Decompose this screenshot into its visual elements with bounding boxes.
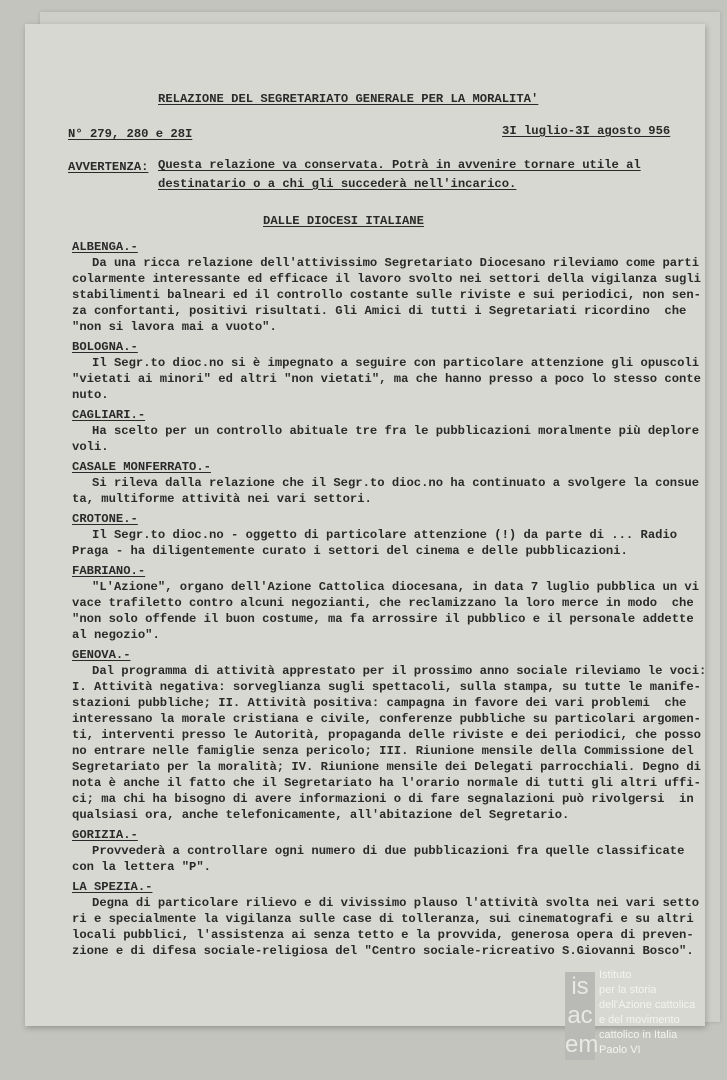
report-line: con la lettera "P". — [72, 860, 211, 874]
report-line: nuto. — [72, 388, 109, 402]
report-line: Da una ricca relazione dell'attivissimo Segretariato Diocesano rileviamo come parti — [92, 256, 700, 270]
report-la-spezia — [72, 879, 702, 959]
report-line: Ha scelto per un controllo abituale tre fra le pubblicazioni moralmente più deplore — [92, 424, 700, 438]
diocese-heading: GORIZIA.- — [72, 828, 138, 842]
report-albenga — [72, 239, 702, 335]
report-line: ti, interventi presso le Autorità, propaganda delle riviste e dei periodici, che posso — [72, 728, 701, 742]
diocese-heading: GENOVA.- — [72, 648, 131, 662]
issue-date: 3I luglio-3I agosto 956 — [502, 124, 671, 138]
report-line: stazioni pubbliche; II. Attività positiva: campagna in favore dei vari problemi che — [72, 696, 687, 710]
document-title: RELAZIONE DEL SEGRETARIATO GENERALE PER LA MORALITA' — [158, 92, 539, 106]
report-line: Il Segr.to dioc.no si è impegnato a seguire con particolare attenzione gli opuscoli — [92, 356, 700, 370]
report-line: Praga - ha diligentemente curato i settori del cinema e delle pubblicazioni. — [72, 544, 628, 558]
report-line: nota è anche il fatto che il Segretariato ha l'orario normale di tutti gli altri uffi- — [72, 776, 701, 790]
report-line: Degna di particolare rilievo e di vivissimo plauso l'attività svolta nei vari setto — [92, 896, 700, 910]
report-crotone — [72, 511, 702, 559]
report-line: vace trafiletto contro alcuni negozianti, che reclamizzano la loro merce in modo che — [72, 596, 694, 610]
report-genova — [72, 647, 707, 823]
report-line: no entrare nelle famiglie senza pericolo; III. Riunione mensile della Commissione del — [72, 744, 694, 758]
report-casale-monferrato — [72, 459, 702, 507]
report-bologna — [72, 339, 702, 403]
report-line: I. Attività negativa: sorveglianza sugli spettacoli, sulla stampa, su tutte le manife- — [72, 680, 701, 694]
issue-numbers: N° 279, 280 e 28I — [68, 127, 193, 141]
report-fabriano — [72, 563, 702, 643]
report-line: "L'Azione", organo dell'Azione Cattolica diocesana, in data 7 luglio pubblica un vi — [92, 580, 700, 594]
report-line: Dal programma di attività apprestato per il prossimo anno sociale rileviamo le voci: — [92, 664, 707, 678]
report-line: "non si lavora mai a vuoto". — [72, 320, 277, 334]
report-line: za confortanti, positivi risultati. Gli Amici di tutti i Segretariati ricordino che — [72, 304, 687, 318]
report-line: Il Segr.to dioc.no - oggetto di particolare attenzione (!) da parte di ... Radio — [92, 528, 678, 542]
report-line: al negozio". — [72, 628, 160, 642]
report-line: interessano la morale cristiana e civile, conferenze pubbliche su particolari argomen- — [72, 712, 701, 726]
report-line: ci; ma chi ha bisogno di avere informazioni o di fare segnalazioni può rivolgersi in — [72, 792, 694, 806]
report-line: ri e specialmente la vigilanza sulle case di tolleranza, sui cinematografi e su altri — [72, 912, 694, 926]
diocese-heading: BOLOGNA.- — [72, 340, 138, 354]
report-line: Si rileva dalla relazione che il Segr.to dioc.no ha continuato a svolgere la consue — [92, 476, 700, 490]
report-line: ta, multiforme attività nei vari settori. — [72, 492, 372, 506]
diocese-heading: CROTONE.- — [72, 512, 138, 526]
report-line: Provvederà a controllare ogni numero di due pubblicazioni fra quelle classificate — [92, 844, 685, 858]
section-title: DALLE DIOCESI ITALIANE — [263, 214, 424, 228]
report-gorizia — [72, 827, 702, 875]
report-line: "vietati ai minori" ed altri "non vietati", ma che hanno presso a poco lo stesso conte — [72, 372, 701, 386]
report-line: colarmente interessante ed efficace il lavoro svolto nei settori della vigilanza sugli — [72, 272, 701, 286]
report-line: locali pubblici, l'assistenza ai senza tetto e la provvida, generosa opera di preven- — [72, 928, 694, 942]
report-line: voli. — [72, 440, 109, 454]
warning-line: destinatario o a chi gli succederà nell'incarico. — [158, 177, 517, 191]
archive-watermark — [565, 968, 715, 1068]
report-cagliari — [72, 407, 702, 455]
report-line: Segretariato per la moralità; IV. Riunione mensile dei Delegati parrocchiali. Degno di — [72, 760, 701, 774]
report-line: qualsiasi ora, anche telefonicamente, all'abitazione del Segretario. — [72, 808, 570, 822]
report-line: zione e di difesa sociale-religiosa del "Centro sociale-ricreativo S.Giovanni Bosco". — [72, 944, 694, 958]
warning-label: AVVERTENZA: — [68, 160, 149, 174]
isacem-logo: is ac em — [565, 973, 599, 1058]
diocese-reports — [72, 239, 707, 963]
diocese-heading: FABRIANO.- — [72, 564, 146, 578]
diocese-heading: CASALE MONFERRATO.- — [72, 460, 211, 474]
report-line: stabilimenti balneari ed il controllo costante sulle riviste e sui periodici, non sen- — [72, 288, 701, 302]
report-line: "non solo offende il buon costume, ma fa arrossire il pubblico e il personale addette — [72, 612, 694, 626]
diocese-heading: CAGLIARI.- — [72, 408, 146, 422]
diocese-heading: ALBENGA.- — [72, 240, 138, 254]
watermark-text: Istituto per la storia dell'Azione cattolica e del movimento cattolico in Italia Paolo VI — [599, 969, 696, 1056]
diocese-heading: LA SPEZIA.- — [72, 880, 153, 894]
warning-line: Questa relazione va conservata. Potrà in avvenire tornare utile al — [158, 158, 641, 172]
